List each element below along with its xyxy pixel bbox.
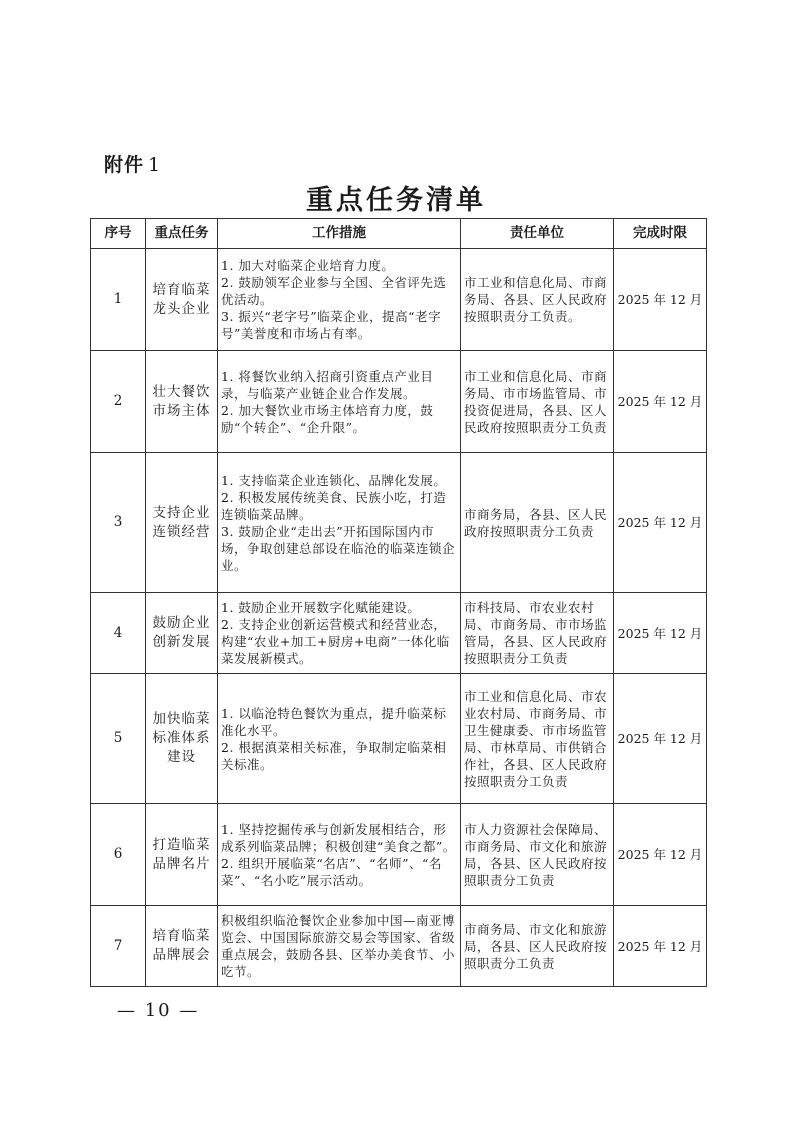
- task-line: 培育临菜: [152, 928, 211, 944]
- measure-item: 1. 以临沧特色餐饮为重点，提升临菜标准化水平。: [221, 705, 447, 738]
- row-units: 市商务局、市文化和旅游局，各县、区人民政府按照职责分工负责: [461, 906, 614, 987]
- task-line: 支持企业: [152, 504, 211, 521]
- header-units: 责任单位: [461, 219, 614, 249]
- header-task: 重点任务: [146, 219, 218, 249]
- row-deadline: 2025 年 12 月: [614, 453, 707, 593]
- attachment-word: 附件: [104, 154, 145, 176]
- row-units: 市人力资源社会保障局、市商务局、市文化和旅游局，各县、区人民政府按照职责分工负责: [461, 804, 614, 906]
- task-line: 标准体系: [152, 730, 211, 746]
- measure-item: 2. 根据滇菜相关标准，争取制定临菜相关标准。: [221, 739, 447, 772]
- table-header-row: [91, 219, 707, 249]
- task-line: 连锁经营: [152, 523, 211, 540]
- row-task: [146, 249, 218, 351]
- measure-item: 3. 鼓励企业“走出去”开拓国际国内市场，争取创建总部设在临沧的临菜连锁企业。: [221, 523, 456, 573]
- row-task: [146, 804, 218, 906]
- row-deadline: 2025 年 12 月: [614, 674, 707, 804]
- measure-item: 3. 振兴“老字号”临菜企业，提高“老字号”美誉度和市场占有率。: [221, 309, 442, 341]
- task-line: 建设: [167, 749, 196, 765]
- measure-item: 2. 积极发展传统美食、民族小吃，打造连锁临菜品牌。: [221, 489, 447, 522]
- measure-item: 1. 将餐饮业纳入招商引资重点产业目录，与临菜产业链企业合作发展。: [221, 368, 434, 401]
- header-deadline: 完成时限: [614, 219, 707, 249]
- table-row: [91, 453, 707, 593]
- table-row: [91, 593, 707, 674]
- table-row: [91, 906, 707, 987]
- task-line: 市场主体: [152, 402, 211, 419]
- row-units: 市科技局、市农业农村局、市商务局、市市场监管局，各县、区人民政府按照职责分工负责: [461, 593, 614, 674]
- page-title: 重点任务清单: [306, 185, 486, 216]
- header-measures: 工作措施: [218, 219, 461, 249]
- row-measures: [218, 453, 461, 593]
- attachment-label: [104, 150, 161, 177]
- row-seq: 6: [91, 804, 146, 906]
- task-line: 打造临菜: [152, 836, 211, 853]
- row-seq: 7: [91, 906, 146, 987]
- row-units: 市工业和信息化局、市商务局、市市场监管局、市投资促进局，各县、区人民政府按照职责分工负责: [461, 351, 614, 453]
- task-line: 品牌展会: [152, 947, 211, 963]
- row-deadline: 2025 年 12 月: [614, 249, 707, 351]
- task-line: 壮大餐饮: [152, 383, 211, 400]
- row-deadline: 2025 年 12 月: [614, 593, 707, 674]
- table-row: [91, 674, 707, 804]
- task-line: 加快临菜: [152, 711, 211, 727]
- row-measures: [218, 674, 461, 804]
- row-measures: [218, 249, 461, 351]
- row-deadline: 2025 年 12 月: [614, 906, 707, 987]
- measure-item: 积极组织临沧餐饮企业参加中国—南亚博览会、中国国际旅游交易会等国家、省级重点展会，鼓励各县、区举办美食节、小吃节。: [221, 913, 456, 979]
- measure-item: 2. 加大餐饮业市场主体培育力度，鼓励“个转企”、“企升限”。: [221, 402, 434, 435]
- row-seq: 4: [91, 593, 146, 674]
- row-seq: 3: [91, 453, 146, 593]
- task-line: 龙头企业: [152, 300, 211, 317]
- measure-item: 1. 支持临菜企业连锁化、品牌化发展。: [221, 472, 447, 488]
- measure-item: 2. 支持企业创新运营模式和经营业态，构建“农业+加工+厨房+电商”一体化临菜发展新模式。: [221, 617, 450, 666]
- measure-item: 1. 加大对临菜企业培育力度。: [221, 258, 395, 273]
- row-task: [146, 351, 218, 453]
- task-line: 创新发展: [152, 634, 211, 650]
- table-row: [91, 804, 707, 906]
- table-row: [91, 351, 707, 453]
- row-units: 市工业和信息化局、市农业农村局、市商务局、市卫生健康委、市市场监管局、市林草局、市供销合作社，各县、区人民政府按照职责分工负责: [461, 674, 614, 804]
- row-seq: 1: [91, 249, 146, 351]
- measure-item: 2. 组织开展临菜“名店”、“名师”、“名菜”、“名小吃”展示活动。: [221, 855, 442, 888]
- row-measures: [218, 906, 461, 987]
- row-task: [146, 453, 218, 593]
- row-units: 市商务局，各县、区人民政府按照职责分工负责: [461, 453, 614, 593]
- task-line: 品牌名片: [152, 855, 211, 872]
- row-units: 市工业和信息化局、市商务局、各县、区人民政府按照职责分工负责。: [461, 249, 614, 351]
- measure-item: 2. 鼓励领军企业参与全国、全省评先选优活动。: [221, 275, 447, 307]
- task-line: 鼓励企业: [152, 615, 211, 631]
- measure-item: 1. 坚持挖掘传承与创新发展相结合，形成系列临菜品牌；积极创建“美食之都”。: [221, 821, 456, 854]
- table-row: [91, 249, 707, 351]
- row-measures: [218, 593, 461, 674]
- row-deadline: 2025 年 12 月: [614, 804, 707, 906]
- task-table: [90, 218, 707, 987]
- row-task: [146, 906, 218, 987]
- task-line: 培育临菜: [152, 281, 211, 298]
- row-task: [146, 674, 218, 804]
- measure-item: 1. 鼓励企业开展数字化赋能建设。: [221, 600, 421, 615]
- row-deadline: 2025 年 12 月: [614, 351, 707, 453]
- row-measures: [218, 804, 461, 906]
- row-seq: 2: [91, 351, 146, 453]
- row-measures: [218, 351, 461, 453]
- attachment-number: 1: [148, 154, 162, 176]
- row-task: [146, 593, 218, 674]
- page-number: — 10 —: [117, 1000, 200, 1021]
- row-seq: 5: [91, 674, 146, 804]
- header-seq: 序号: [91, 219, 146, 249]
